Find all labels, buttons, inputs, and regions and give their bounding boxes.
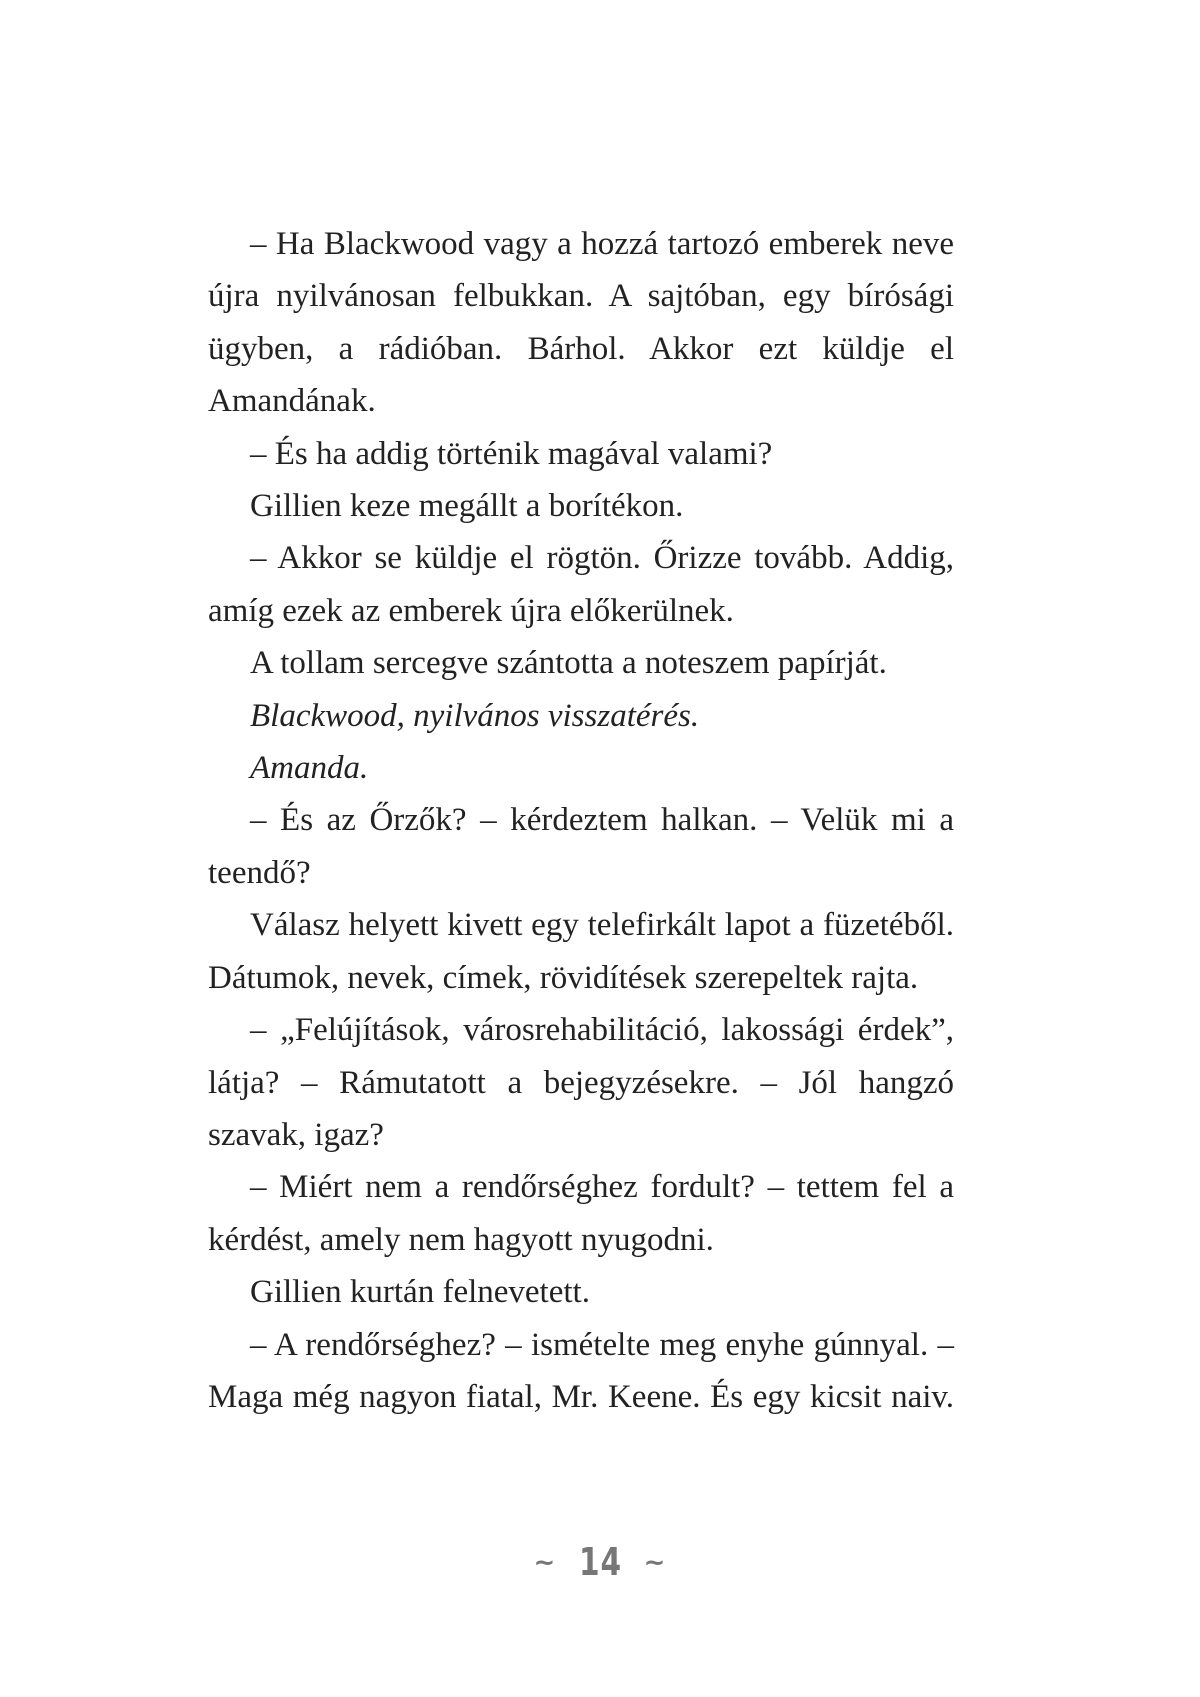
page-number-right-mark: ~ bbox=[643, 1548, 667, 1578]
paragraph-4: – Akkor se küldje el rögtön. Őrizze tovább. Addig, amíg ezek az emberek újra előkerülnek. bbox=[208, 540, 954, 629]
paragraph-8: – És az Őrzők? – kérdeztem halkan. – Velük mi a teendő? bbox=[208, 802, 954, 891]
paragraph-2: – És ha addig történik magával valami? bbox=[250, 435, 773, 472]
paragraph-3: Gillien keze megállt a borítékon. bbox=[250, 488, 684, 525]
paragraph-10: – „Felújítások, városrehabilitáció, lakossági érdek”, látja? – Rámutatott a bejegyzésekre. – Jól hangzó szavak, igaz? bbox=[208, 1012, 954, 1153]
page-number bbox=[0, 1540, 1200, 1584]
paragraph-1: – Ha Blackwood vagy a hozzá tartozó emberek neve újra nyilvánosan felbukkan. A sajtóban, egy bírósági ügyben, a rádióban. Bárhol. Akkor ezt küldje el Amandának. bbox=[208, 226, 954, 420]
paragraph-6-italic: Blackwood, nyilvános visszatérés. bbox=[250, 697, 700, 734]
page-number-value: 14 bbox=[578, 1540, 622, 1584]
text-block bbox=[208, 218, 954, 1423]
paragraph-11: – Miért nem a rendőrséghez fordult? – tettem fel a kérdést, amely nem hagyott nyugodni. bbox=[208, 1169, 954, 1258]
paragraph-7-italic: Amanda. bbox=[250, 750, 369, 787]
paragraph-13: – A rendőrséghez? – ismételte meg enyhe gúnnyal. – Maga még nagyon fiatal, Mr. Keene. És egy kicsit naiv. bbox=[208, 1326, 954, 1415]
paragraph-12: Gillien kurtán felnevetett. bbox=[250, 1274, 590, 1311]
page-number-left-mark: ~ bbox=[533, 1548, 557, 1578]
paragraph-9: Válasz helyett kivett egy telefirkált lapot a füzetéből. Dátumok, nevek, címek, rövidítések szerepeltek rajta. bbox=[208, 907, 954, 996]
paragraph-5: A tollam sercegve szántotta a noteszem papírját. bbox=[250, 645, 887, 682]
